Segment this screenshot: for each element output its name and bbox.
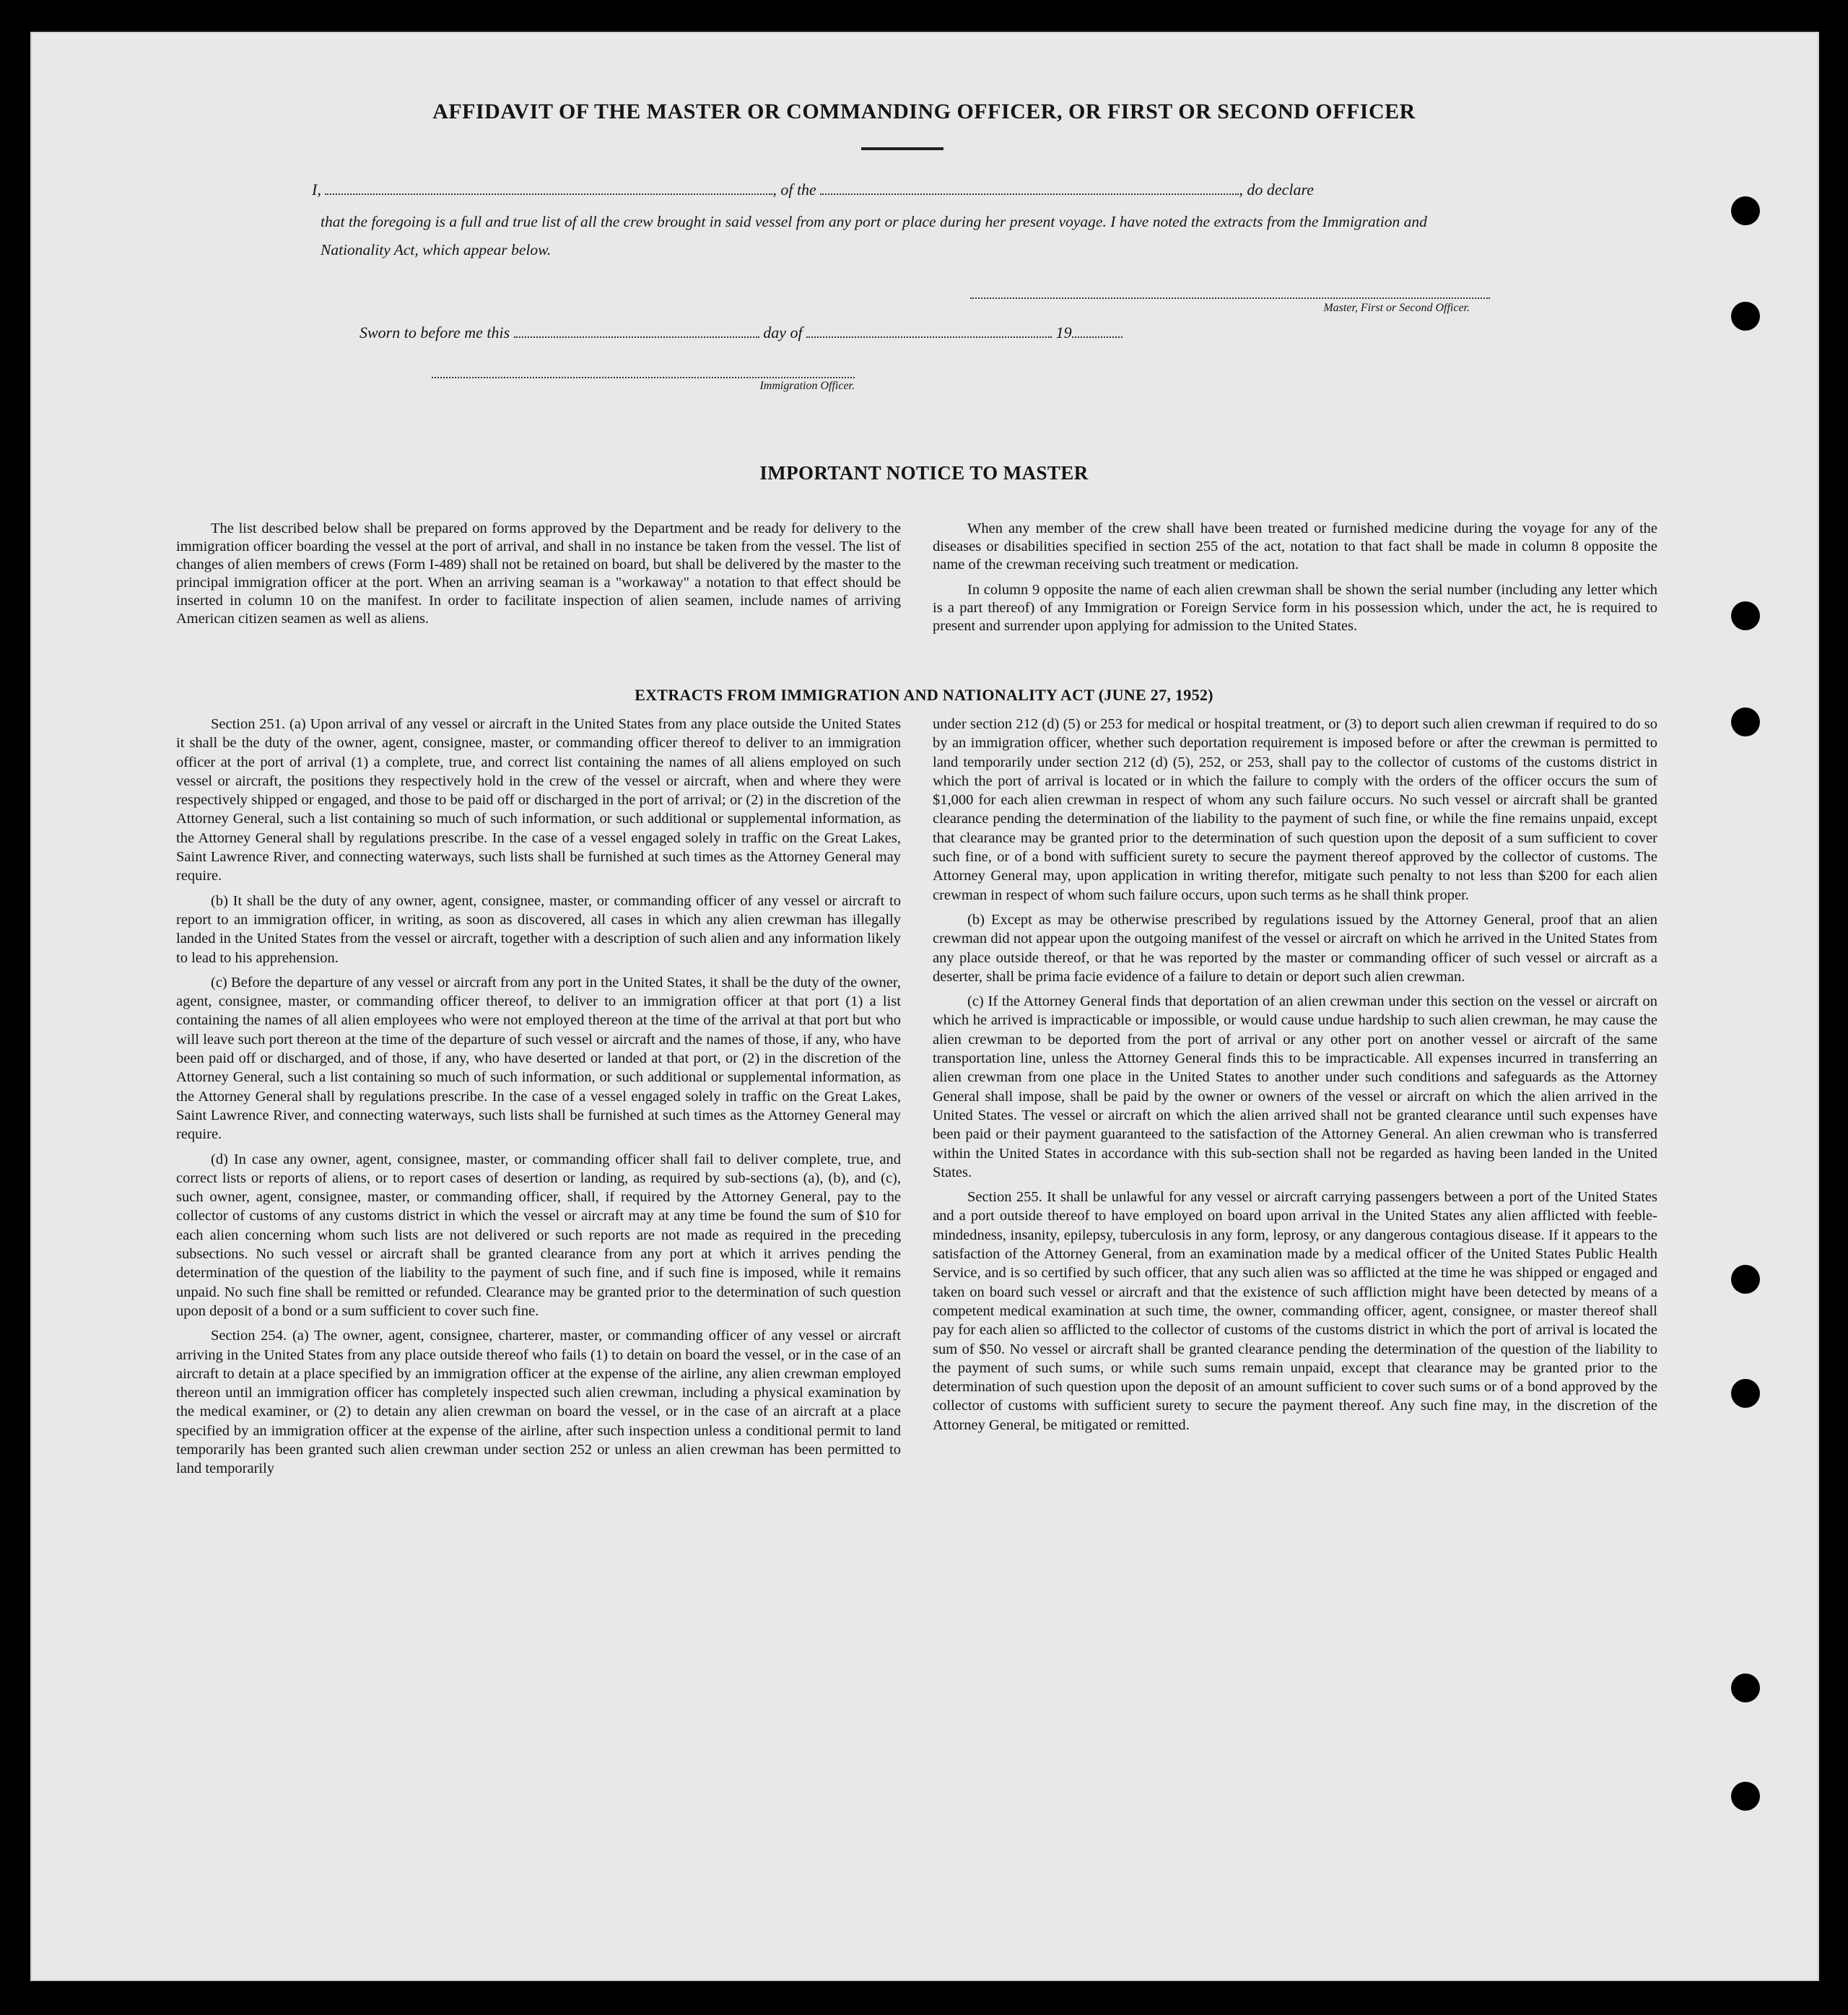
sworn-month-blank[interactable] bbox=[806, 325, 1052, 338]
notice-left-column bbox=[176, 520, 901, 635]
statute-paragraph: (b) It shall be the duty of any owner, agent, consignee, master, or commanding officer of any vessel or aircraft to report to an immigration officer, in writing, as soon as discovered, all cases in which any alien crewman has illegally landed in the United States from the vessel or aircraft, together with a description of such alien and any information likely to lead to his apprehension. bbox=[176, 892, 901, 966]
sworn-day-of: day of bbox=[763, 323, 803, 341]
vessel-name-blank[interactable] bbox=[820, 182, 1239, 195]
notice-paragraph: The list described below shall be prepared on forms approved by the Department and be ready for delivery to the immigration officer boarding the vessel at the port of arrival, and shall in no instance be taken from the vessel. The list of changes of alien members of crews (Form I-489) shall not be retained on board, but shall be delivered by the master to the principal immigration officer at the port. When an arriving seaman is a "workaway" a notation to that effect should be inserted in column 10 on the manifest. In order to facilitate inspection of alien seamen, include names of arriving American citizen seamen as well as aliens. bbox=[176, 521, 901, 627]
punch-hole bbox=[1731, 1782, 1760, 1811]
punch-hole bbox=[1731, 302, 1760, 331]
sworn-year: 19 bbox=[1055, 323, 1072, 341]
extracts-left-column bbox=[176, 715, 901, 1484]
punch-hole bbox=[1731, 1674, 1760, 1702]
title-underline bbox=[861, 147, 943, 150]
statute-paragraph: (d) In case any owner, agent, consignee, master, or commanding officer shall fail to deliver complete, true, and correct lists or reports of aliens, or to report cases of desertion or landing, as required by sub-sections (a), (b), and (c), such owner, agent, consignee, master, or commanding officer, shall, if required by the Attorney General, pay to the collector of customs of any customs district in which the vessel or aircraft may at any time be found the sum of $10 for each alien concerning whom such lists are not delivered or such reports are not made as required in the preceding subsections. No such vessel or aircraft shall be granted clearance from any port at which it arrives pending the determination of the question of the liability to the payment of such fine, and if such fine is imposed, while it remains unpaid. No such fine shall be remitted or refunded. Clearance may be granted prior to the determination of such question upon deposit of a bond or a sum sufficient to cover such fine. bbox=[176, 1151, 901, 1319]
statute-paragraph: Section 251. (a) Upon arrival of any vessel or aircraft in the United States from any place outside the United States it shall be the duty of the owner, agent, consignee, master, or commanding officer thereof to deliver to an immigration officer at the port of arrival (1) a complete, true, and correct list containing the names of all aliens employed on such vessel or aircraft, the positions they respectively hold in the crew of the vessel or aircraft, when and where they were respectively shipped or engaged, and those to be paid off or discharged in the port of arrival; or (2) in the discretion of the Attorney General, such a list containing so much of such information, or such additional or supplemental information, as the Attorney General shall by regulations prescribe. In the case of a vessel engaged solely in traffic on the Great Lakes, Saint Lawrence River, and connecting waterways, such lists shall be furnished at such times as the Attorney General may require. bbox=[176, 716, 901, 884]
do-declare-label: , do declare bbox=[1239, 180, 1314, 199]
declaration-text: that the foregoing is a full and true list of all the crew brought in said vessel from any port or place during her present voyage. I have noted the extracts from the Immigration and Nationality Act, which appear below. bbox=[321, 213, 1427, 258]
declarant-name-blank[interactable] bbox=[325, 182, 772, 195]
notice-right-column bbox=[933, 520, 1657, 643]
statute-paragraph: (c) Before the departure of any vessel or aircraft from any port in the United States, it shall be the duty of the owner, agent, consignee, master, or commanding officer thereof, to deliver to an immigration officer at that port (1) a list containing the names of all alien employees who were not employed thereon at the time of the arrival at that port but who will leave such port thereon at the time of the departure of such vessel or aircraft and the names of those, if any, who have been paid off or discharged, and of those, if any, who have deserted or landed at that port, or (2) in the discretion of the Attorney General, such a list containing so much of such information, or such additional or supplemental information, as the Attorney General shall by regulations prescribe. In the case of a vessel engaged solely in traffic on the Great Lakes, Saint Lawrence River, and connecting waterways, such lists shall be furnished at such times as the Attorney General may require. bbox=[176, 974, 901, 1143]
affidavit-title: AFFIDAVIT OF THE MASTER OR COMMANDING OFFICER, OR FIRST OR SECOND OFFICER bbox=[432, 100, 1416, 123]
sworn-prefix: Sworn to before me this bbox=[359, 323, 510, 341]
statute-paragraph: Section 255. It shall be unlawful for any vessel or aircraft carrying passengers between a port of the United States and a port outside thereof to have employed on board upon arrival in the United States any alien afflicted with feeble-mindedness, insanity, epilepsy, tuberculosis in any form, leprosy, or any dangerous contagious disease. If it appears to the satisfaction of the Attorney General, from an examination made by a medical officer of the United States Public Health Service, and is so certified by such officer, that any such alien was so afflicted at the time he was shipped or engaged and taken on board such vessel or aircraft and that the existence of such affliction might have been detected by means of a competent medical examination at such time, the owner, commanding officer, agent, consignee, or master thereof shall pay for each alien so afflicted to the collector of customs of the customs district in which the port of arrival is located the sum of $50. No vessel or aircraft shall be granted clearance pending the determination of the question of the liability to the payment of such sums, or while such sums remain unpaid, except that clearance may be granted prior to the determination of such question upon the deposit of an amount sufficient to cover such sums or of a bond approved by the collector of customs with sufficient surety to secure the payment thereof. Any such fine may, in the discretion of the Attorney General, be mitigated or remitted. bbox=[933, 1189, 1657, 1433]
sworn-year-blank[interactable] bbox=[1072, 325, 1123, 338]
punch-hole bbox=[1731, 1265, 1760, 1294]
immigration-officer-label: Immigration Officer. bbox=[759, 380, 855, 392]
extracts-title: EXTRACTS FROM IMMIGRATION AND NATIONALITY ACT (JUNE 27, 1952) bbox=[635, 686, 1213, 704]
extracts-right-column bbox=[933, 715, 1657, 1440]
statute-paragraph: Section 254. (a) The owner, agent, consignee, charterer, master, or commanding officer of any vessel or aircraft arriving in the United States from any place outside thereof who fails (1) to detain on board the vessel, or in the case of an aircraft to detain at a place specified by an immigration officer at the expense of the airline, any alien crewman employed thereon until an immigration officer has completely inspected such alien crewman, including a physical examination by the medical examiner, or (2) to detain any alien crewman on board the vessel, or in the case of an aircraft at a place specified by an immigration officer at the expense of the airline, after such inspection unless a conditional permit to land temporarily has been granted such alien crewman under section 252 or unless an alien crewman has been permitted to land temporarily bbox=[176, 1328, 901, 1477]
sworn-line bbox=[359, 323, 1226, 342]
statute-paragraph: (c) If the Attorney General finds that deportation of an alien crewman under this section on the vessel or aircraft on which he arrived is impracticable or impossible, or would cause undue hardship to such alien crewman, he may cause the alien crewman to be deported from the port of arrival or any other port on another vessel or aircraft of the same transportation line, unless the Attorney General finds this to be impracticable. All expenses incurred in transferring an alien crewman from one place in the United States to another under such conditions and safeguards as the Attorney General shall impose, shall be paid by the owner or owners of the vessel or aircraft on which the alien arrived in the United States. The vessel or aircraft on which the alien arrived shall not be granted clearance until such expenses have been paid or their payment guaranteed to the satisfaction of the Attorney General. An alien crewman who is transferred within the United States in accordance with this sub-section shall not be regarded as having been landed in the United States. bbox=[933, 993, 1657, 1180]
signature-blank[interactable] bbox=[970, 297, 1490, 299]
punch-hole bbox=[1731, 196, 1760, 225]
sworn-date-blank[interactable] bbox=[514, 325, 759, 338]
statute-paragraph: (b) Except as may be otherwise prescribed by regulations issued by the Attorney General, proof that an alien crewman did not appear upon the outgoing manifest of the vessel or aircraft on which he arrived in the United States from any place outside thereof, or that he was reported by the master or commanding officer of such vessel or aircraft as a deserter, shall be prima facie evidence of a failure to detain or deport such alien crewman. bbox=[933, 911, 1657, 985]
declarant-prefix: I, bbox=[312, 180, 321, 199]
punch-hole bbox=[1731, 601, 1760, 630]
signature-label: Master, First or Second Officer. bbox=[1323, 302, 1470, 314]
punch-hole bbox=[1731, 1379, 1760, 1408]
immigration-officer-blank[interactable] bbox=[432, 377, 855, 378]
statute-paragraph: under section 212 (d) (5) or 253 for medical or hospital treatment, or (3) to deport such alien crewman if required to do so by an immigration officer, whether such deportation requirement is imposed before or after the crewman is permitted to land temporarily under section 212 (d) (5), 252, or 253, shall pay to the collector of customs of the customs district in which the port of arrival is located or in which the failure to comply with the orders of the officer occurs the sum of $1,000 for each alien crewman in respect of whom any such failure occurs. No such vessel or aircraft shall be granted clearance pending the determination of the liability to the payment of such fine, or while the fine remains unpaid, except that clearance may be granted prior to the determination of such question upon the deposit of a sum sufficient to cover such fine, or of a bond with sufficient surety to secure the payment thereof approved by the collector of customs. The Attorney General may, upon application in writing therefor, mitigate such penalty to not less than $200 for each alien crewman in respect of whom such failure occurs, upon such terms as he shall think proper. bbox=[933, 716, 1657, 903]
of-the-label: , of the bbox=[772, 180, 816, 199]
notice-title: IMPORTANT NOTICE TO MASTER bbox=[759, 462, 1089, 484]
punch-hole bbox=[1731, 708, 1760, 736]
notice-paragraph: When any member of the crew shall have been treated or furnished medicine during the voyage for any of the diseases or disabilities specified in section 255 of the act, notation to that fact shall be made in column 8 opposite the name of the crewman receiving such treatment or medication. bbox=[933, 521, 1657, 573]
declaration-line bbox=[312, 180, 1496, 199]
notice-paragraph: In column 9 opposite the name of each alien crewman shall be shown the serial number (including any letter which is a part thereof) of any Immigration or Foreign Service form in his possession which, under the act, he is required to present and surrender upon applying for admission to the United States. bbox=[933, 582, 1657, 634]
